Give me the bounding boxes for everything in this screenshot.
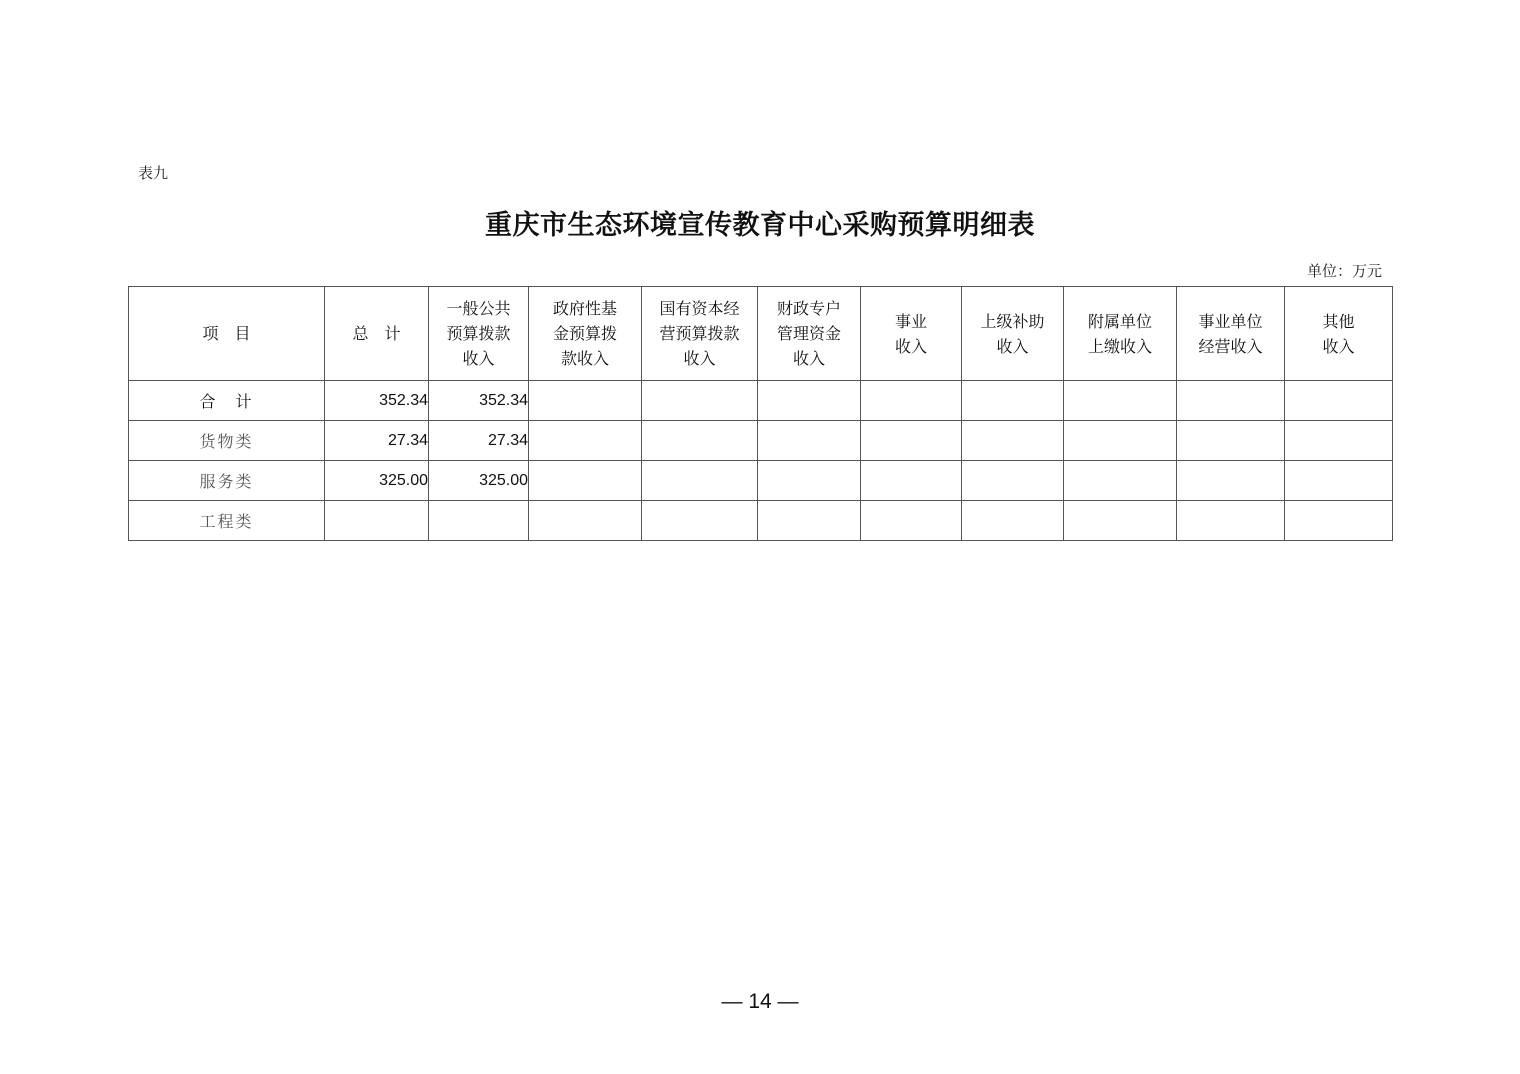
cell-general-public-budget <box>429 501 529 541</box>
cell-affiliated-unit-payment <box>1064 421 1177 461</box>
page-number: — 14 — <box>721 990 799 1013</box>
cell-other-income <box>1285 461 1393 501</box>
row-label: 合 计 <box>129 381 325 421</box>
table-number-label: 表九 <box>138 164 169 182</box>
header-state-capital-budget <box>642 287 758 381</box>
cell-business-income <box>861 421 962 461</box>
cell-other-income <box>1285 381 1393 421</box>
cell-affiliated-unit-payment <box>1064 381 1177 421</box>
cell-other-income <box>1285 421 1393 461</box>
header-line: 营预算拨款 <box>659 324 740 343</box>
header-line: 收入 <box>683 349 716 368</box>
cell-superior-subsidy <box>962 381 1064 421</box>
cell-state-capital-budget <box>642 381 758 421</box>
cell-business-income <box>861 381 962 421</box>
cell-government-fund-budget <box>529 501 642 541</box>
header-line: 收入 <box>792 349 825 368</box>
header-government-fund-budget <box>529 287 642 381</box>
cell-state-capital-budget <box>642 501 758 541</box>
cell-state-capital-budget <box>642 461 758 501</box>
header-line: 一般公共 <box>446 299 511 318</box>
header-operating-income <box>1177 287 1285 381</box>
header-item-line: 项 目 <box>202 324 251 343</box>
header-line: 国有资本经 <box>659 299 740 318</box>
header-line: 其他 <box>1322 311 1355 331</box>
cell-total: 27.34 <box>325 421 429 461</box>
cell-superior-subsidy <box>962 501 1064 541</box>
cell-business-income <box>861 461 962 501</box>
row-label: 服务类 <box>129 461 325 501</box>
header-line: 管理资金 <box>776 324 841 343</box>
header-line: 事业 <box>894 311 927 331</box>
header-line: 政府性基 <box>552 299 617 318</box>
header-line: 收入 <box>462 349 495 368</box>
procurement-budget-table <box>128 286 1393 541</box>
cell-total <box>325 501 429 541</box>
cell-special-account-funds <box>758 381 861 421</box>
header-business-income <box>861 287 962 381</box>
cell-business-income <box>861 501 962 541</box>
cell-general-public-budget: 27.34 <box>429 421 529 461</box>
header-item <box>129 287 325 381</box>
row-label: 工程类 <box>129 501 325 541</box>
header-line: 上级补助 <box>980 311 1045 331</box>
cell-special-account-funds <box>758 501 861 541</box>
cell-state-capital-budget <box>642 421 758 461</box>
cell-government-fund-budget <box>529 381 642 421</box>
header-other-income <box>1285 287 1393 381</box>
row-label: 货物类 <box>129 421 325 461</box>
header-total <box>325 287 429 381</box>
header-superior-subsidy <box>962 287 1064 381</box>
header-affiliated-unit-payment <box>1064 287 1177 381</box>
cell-general-public-budget: 325.00 <box>429 461 529 501</box>
header-line: 经营收入 <box>1198 336 1263 356</box>
header-general-public-budget <box>429 287 529 381</box>
header-total-line: 总 计 <box>352 324 401 343</box>
header-line: 预算拨款 <box>446 324 511 343</box>
cell-operating-income <box>1177 461 1285 501</box>
header-special-account-funds <box>758 287 861 381</box>
header-line: 事业单位 <box>1198 311 1263 331</box>
cell-total: 325.00 <box>325 461 429 501</box>
table-row-goods <box>129 421 1393 461</box>
unit-label: 单位：万元 <box>1306 262 1382 280</box>
header-line: 财政专户 <box>776 299 841 318</box>
cell-operating-income <box>1177 421 1285 461</box>
header-line: 上缴收入 <box>1087 336 1152 356</box>
header-line: 收入 <box>894 336 927 356</box>
header-line: 款收入 <box>560 349 609 368</box>
cell-special-account-funds <box>758 461 861 501</box>
table-row-total <box>129 381 1393 421</box>
cell-total: 352.34 <box>325 381 429 421</box>
cell-general-public-budget: 352.34 <box>429 381 529 421</box>
cell-affiliated-unit-payment <box>1064 461 1177 501</box>
cell-affiliated-unit-payment <box>1064 501 1177 541</box>
header-line: 附属单位 <box>1087 311 1152 331</box>
cell-government-fund-budget <box>529 461 642 501</box>
cell-operating-income <box>1177 501 1285 541</box>
cell-superior-subsidy <box>962 461 1064 501</box>
cell-government-fund-budget <box>529 421 642 461</box>
cell-operating-income <box>1177 381 1285 421</box>
header-line: 金预算拨 <box>552 324 617 343</box>
header-line: 收入 <box>1322 336 1355 356</box>
table-row-construction <box>129 501 1393 541</box>
cell-other-income <box>1285 501 1393 541</box>
document-title: 重庆市生态环境宣传教育中心采购预算明细表 <box>485 210 1035 241</box>
cell-special-account-funds <box>758 421 861 461</box>
header-line: 收入 <box>996 336 1029 356</box>
table-header-row <box>129 287 1393 381</box>
table-row-services <box>129 461 1393 501</box>
cell-superior-subsidy <box>962 421 1064 461</box>
